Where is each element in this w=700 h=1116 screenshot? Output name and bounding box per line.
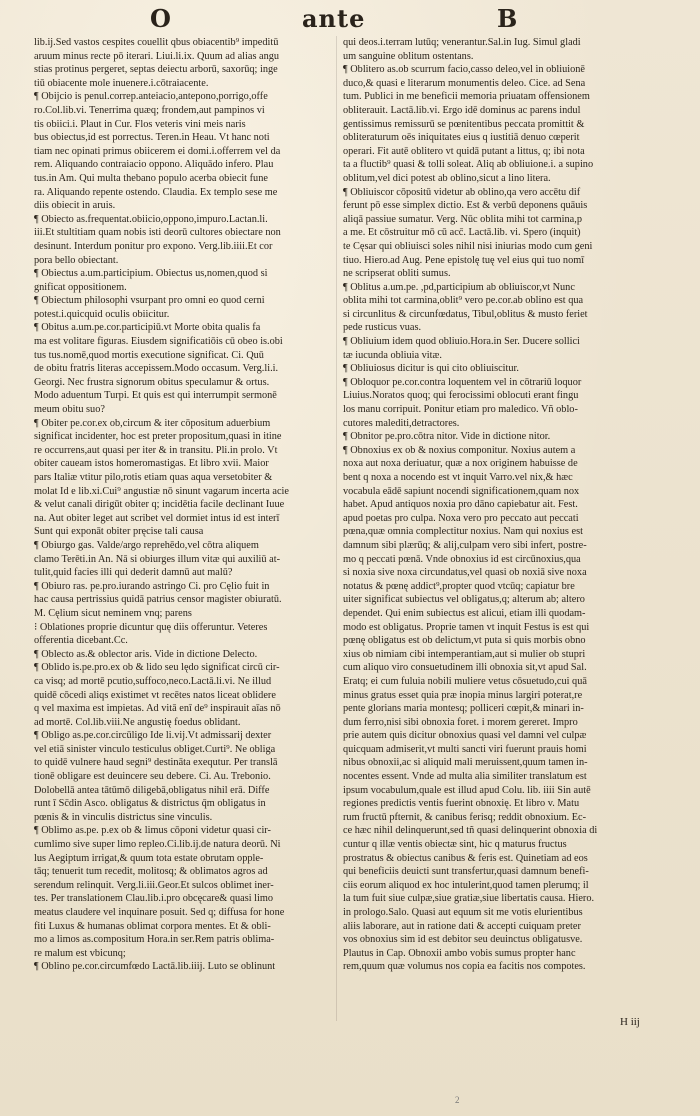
text-line: Dolobellā antea tātūmō diligebā,obligatus nihil erā. Diffe [34, 784, 270, 796]
text-line: desinunt. Interdum ponitur pro expono. Verg.lib.iiii.Et cor [34, 240, 273, 252]
left-text-column [34, 36, 334, 974]
text-line: pœna,quæ omnia complectitur noxius. Nam qui noxius est [343, 526, 583, 538]
text-line: pede rusticus vuas. [343, 322, 422, 334]
text-line: ¶ Obliuiosus dicitur is qui cito obliuiscitur. [343, 363, 519, 375]
text-line: qui deos.i.terram lutūq; venerantur.Sal.in Iug. Simul gladi [343, 37, 581, 48]
text-line: ¶ Oblitero as.ob scurrum facio,casso deleo,vel in obliuionē [343, 64, 586, 76]
text-line: tus.in Am. Qui multa thebano populo acerba obiecit fune [34, 172, 268, 184]
text-line: cumlimo sive super limo repleo.Ci.lib.ij.de natura deorū. Ni [34, 839, 281, 851]
text-line: re occurrens,aut quasi per iter & in transitu. Pli.in prolo. Vt [34, 444, 278, 456]
text-line: tes. Per translationem Clau.lib.i.pro obcęcare& quasi limo [34, 893, 274, 905]
text-line: obliteraturum oēs iniquitates eius q iustitiā denuo cœperit [343, 132, 580, 144]
running-header [0, 4, 700, 33]
text-line: ¶ Obijcio is penul.correp.anteiacio,antepono,porrigo,offe [34, 91, 268, 103]
text-line: mo a limos as.compositum Hora.in ser.Rem patris oblima- [34, 934, 275, 946]
text-line: ro.Col.lib.vi. Tenerrima quæq; frondem,aut pampinos vi [34, 104, 265, 116]
text-line: aliqā passiue sumatur. Verg. Nūc oblita mihi tot carmina,p [343, 213, 582, 225]
text-line: cuntur q illæ ventis obiectæ sint, hic q maturus fructus [343, 839, 567, 851]
text-line: tum. Publici in me beneficii memoria priuatam offensionem [343, 91, 590, 103]
text-line: ¶ Obiectus a.um.participium. Obiectus us,nomen,quod si [34, 268, 268, 280]
text-line: notatus & pœnę addict⁹,propter quod vtcūq; capiatur bre [343, 580, 575, 592]
text-line: bus obiectus,id est porrectus. Teren.in Heau. Vt hanc noti [34, 132, 270, 144]
text-line: um sanguine oblitum ostentans. [343, 50, 474, 62]
text-line: ¶ Oblecto as.& oblector aris. Vide in dictione Delecto. [34, 648, 258, 660]
text-line: la tum fuit siue culpæ,siue gratiæ,siue libertatis causa. Hiero. [343, 893, 595, 905]
text-line: duco,& quasi e literarum monumentis deleo. Cice. ad Sena [343, 77, 586, 89]
text-line: ferunt pō esse simplex dictio. Est & verbū deponens quāuis [343, 200, 588, 212]
text-line: clamo Terēti.in An. Nā si obiurges illum vitæ qui auxiliū at- [34, 553, 280, 565]
text-line: Sunt qui exponāt obiter pręcise tali causa [34, 526, 204, 538]
text-line: mo q peccati pœnā. Vnde obnoxius id est circūnoxius,qua [343, 553, 581, 565]
text-line: vocabula eādē sapiunt nocendi significationem,quam nox [343, 485, 580, 497]
text-line: obliterauit. Lactā.lib.vi. Ergo idē dominus ac parens indul [343, 104, 581, 116]
text-line: na. Aut obiter leget aut scribet vel dormiet intus id est interī [34, 512, 280, 524]
text-line: prostratus & obiectus canibus & feris est. Quinetiam ad eos [343, 852, 588, 864]
text-line: pente glorians maria montesq; polliceri cœpit,& minari in- [343, 703, 584, 715]
text-line: diis obiecit in aruis. [34, 200, 116, 212]
text-line: ca visq; ad mortē pcutio,suffoco,neco.Lactā.li.vi. Ne illud [34, 675, 272, 687]
text-line: rem. Aliquando contraiacio oppono. Aliquādo infero. Plau [34, 159, 274, 171]
text-line: significat incidenter, hoc est preter propositum,quasi in itine [34, 431, 282, 443]
text-line: q vel maxima est impietas. Ad vitā enī de⁹ inspirauit aīas nō [34, 703, 281, 715]
text-line: operari. Fit autē oblitero vt quidā putant a littus, q; ibi nota [343, 145, 585, 157]
text-line: Liuius.Noratos quoq; qui ferocissimi oblocuti erant fingu [343, 390, 579, 402]
text-line: lus Aegiptum irrigat,& quum tota estate obrutam opple- [34, 852, 264, 864]
text-line: tionē obligare est deuincere seu debere. Ci. Au. Trebonio. [34, 771, 271, 783]
text-line: nibus obnoxii,ac si aliquid mali meruissent,quum tamen in- [343, 757, 588, 769]
text-line: meum obitu suo? [34, 404, 105, 416]
text-line: serendum relinquit. Verg.li.iii.Geor.Et sulcos oblimet iner- [34, 879, 274, 891]
text-line: stias protinus pergeret, septas deiectu arborū, saxorūq; inge [34, 64, 278, 76]
text-line: ¶ Obliuiscor cōpositū videtur ab oblino,qa vero accētu dif [343, 186, 581, 198]
text-line: tis obiici.i. Plaut in Cur. Flos veteris vini meis naris [34, 118, 246, 130]
text-line: dum ferro,nisi sibi obnoxia foret. i morem gereret. Impro [343, 716, 578, 728]
text-line: ne scripserat obliti sumus. [343, 268, 451, 280]
text-line: minus gratus esset quia præ inopia minus largiri poterat,re [343, 689, 583, 701]
text-line: si noxia sive noxa circundatus,vel quasi ob noxiā sive noxa [343, 567, 587, 579]
text-line: pars Italiæ vtitur pilo,rotis etiam quas aqua versetobiter & [34, 472, 273, 483]
text-line: tulit,quid facies illi qui dederit damnū aut malū? [34, 567, 233, 579]
text-line: in prologo.Salo. Quasi aut equum sit me votis elurientibus [343, 907, 583, 918]
text-line: aliis laborare, aut in ratione dati & accepti cuiquam preter [343, 920, 581, 932]
text-line: to quidē vulnere haud segni⁹ destināta exequtur. Per translā [34, 757, 278, 769]
text-line: Plautus in Cap. Obnoxii ambo vobis sumus propter hanc [343, 947, 576, 959]
text-line: oblitum,vel dici potest ab oblino,sicut a lino litera. [343, 172, 551, 184]
text-line: rem,quum quæ volumus nos copia ea facitis nos compotes. [343, 961, 586, 973]
column-divider [336, 36, 337, 1021]
text-line: cutores malediti,detractores. [343, 417, 460, 429]
text-line: pœnę obligatus est ob delictum,vt puta si quis morbis obno [343, 635, 586, 647]
text-line: quicquam admiserit,vt multi sancti viri fuerunt prauis homi [343, 743, 587, 755]
text-line: pœnis & in vinculis districtus sine vinculis. [34, 811, 213, 823]
text-line: obiter caueam istos homeromastigas. Et libro xvii. Maior [34, 458, 269, 470]
signature-mark: H iij [620, 1016, 640, 1028]
text-line: lib.ij.Sed vastos cespites couellit qbus obiacentib⁹ impeditū [34, 37, 279, 48]
text-line: quidē cōcedi aliqs existimet vt recētes natos liceat oblidere [34, 689, 276, 701]
header-left-letter: O [150, 4, 171, 33]
text-line: ta a fluctib⁹ quasi & tolli soleat. Aliq ab obliuione.i. a supino [343, 159, 594, 171]
header-title: ante [302, 4, 366, 33]
text-line: ¶ Obiuro ras. pe.pro.iurando astringo Ci. pro Cęlio fuit in [34, 580, 270, 592]
text-line: tus tus.nomē,quod mortis executione significat. Ci. Quū [34, 349, 264, 361]
header-right-letter: B [497, 4, 518, 33]
text-line: los manu corripuit. Ponitur etiam pro maledico. Vñ oblo- [343, 404, 578, 416]
text-line: uiter significat subiectus vel obligatus,q; alterum ab; altero [343, 594, 585, 606]
text-line: si circunlitus & circunfœdatus, Tibul,oblitus & musto feriet [343, 308, 588, 320]
text-line: offerentia dicebant.Cc. [34, 635, 128, 647]
text-line: vos obnoxius sim id est debitor seu deuinctus obligatusve. [343, 934, 583, 946]
text-line: ma est volitare figuras. Eiusdem significatiōis cū obeo is.obi [34, 336, 283, 348]
text-line: fiti Luxus & humanas oblimat corpora mentes. Et & obli- [34, 920, 271, 932]
text-line: ¶ Obitus a.um.pe.cor.participiū.vt Morte obita qualis fa [34, 322, 261, 334]
text-line: ¶ Oblitus a.um.pe. ,pd,participium ab obliuiscor,vt Nunc [343, 281, 575, 293]
text-line: ¶ Oblino pe.cor.circumfœdo Lactā.lib.iiij. Luto se oblinunt [34, 961, 276, 973]
text-line: tiuo. Hiero.ad Aug. Pene epistolę tuę vel eius qui tuo nomī [343, 254, 585, 266]
text-line: ¶ Obiecto as.frequentat.obiicio,oppono,impuro.Lactan.li. [34, 213, 268, 225]
page-stamp: 2 [455, 1095, 460, 1105]
text-line: regiones predictis ventis fuerint obnoxię. Et libro v. Matu [343, 798, 580, 810]
text-line: de obitu fratris literas accepissem.Modo occasum. Verg.li.i. [34, 363, 279, 375]
text-line: damnum sibi plærūq; & alij,culpam vero sibi infert, postre- [343, 539, 587, 551]
text-line: ¶ Obiectum philosophi vsurpant pro omni eo quod cerni [34, 295, 265, 307]
text-line: gnificat oppositionem. [34, 281, 127, 293]
text-line: meatus claudere vel inquinare posuit. Sed q; diffusa for hone [34, 907, 285, 918]
right-text-column [343, 36, 661, 974]
text-line: ¶ Obiurgo gas. Valde/argo reprehēdo,vel cōtra aliquem [34, 539, 259, 551]
text-line: ce hæc nihil delinquerunt,sed tñ quasi delinquerint obnoxia di [343, 825, 598, 837]
text-line: tiam nec opinati primus obiicerem ei domi.i.offerrem vel da [34, 145, 281, 157]
text-line: cum aliquo viro consuetudinem illi obnoxia sit,vt apud Sal. [343, 662, 587, 674]
text-line: habet. Apud antiquos noxia pro dāno capiebatur ait. Fest. [343, 499, 578, 511]
text-line: aruum minus recte pō iterari. Liui.li.ix. Quum ad alias angu [34, 50, 280, 62]
text-line: dependet. Qui enim subiectus est alicui, etiam illi quodam- [343, 607, 586, 619]
text-line: nocentes essent. Vnde ad multa alia similiter translatum est [343, 771, 587, 783]
text-line: xius ob nimiam cibi intemperantiam,aut si mulier ob stupri [343, 648, 586, 660]
text-line: & velut canali dirigūt obiter q; incidētia facile declinant Iuue [34, 499, 285, 511]
text-line: oblita mihi tot carmina,oblit⁹ vero pe.cor.ab oblino est qua [343, 295, 584, 307]
text-line: ⁝ Oblationes proprie dicuntur quę diis offeruntur. Veteres [34, 621, 268, 633]
text-line: ¶ Oblido is.pe.pro.ex ob & lido seu lędo significat circū cir- [34, 662, 280, 674]
text-line: vel etiā sinister vinculo testiculus obliget.Curti⁹. Ne obliga [34, 743, 276, 755]
text-line: a me. Et cōstruitur mō cū acc̄. Lactā.lib. vi. Spero (inquit) [343, 227, 581, 239]
text-line: ¶ Obnitor pe.pro.cōtra nitor. Vide in dictione nitor. [343, 431, 551, 443]
text-line: pora bello obiectant. [34, 254, 119, 266]
text-line: tiū obiacente mole inuenere.i.cōtraiacente. [34, 77, 209, 89]
text-line: gentissimus remissurū se pœnitentibus peccata promittit & [343, 118, 585, 130]
text-line: te Cęsar qui obliuisci soles nihil nisi iniurias modo cum geni [343, 240, 593, 252]
text-line: Georgi. Nec frustra signorum obitus speculamur & ortus. [34, 376, 270, 388]
text-line: Eratq; ei cum fuluia nobili muliere vetus cōsuetudo,cui quā [343, 675, 587, 687]
text-line: Modo aduentum Turpi. Et quis est qui interrumpit sermonē [34, 390, 277, 402]
text-line: molat Id e lib.xi.Cui⁹ angustiæ nō sinunt vagarum incerta acie [34, 485, 289, 497]
text-line: ¶ Obligo as.pe.cor.circūligo Ide li.vij.Vt admissarij dexter [34, 730, 272, 742]
text-line: ra. Aliquando repente ostendo. Claudia. Ex templo sese me [34, 186, 278, 198]
text-line: ipsum vocabulum,quale est illud apud Colu. lib. iiii Sin autē [343, 784, 591, 796]
text-line: qui beneficiis deuicti sunt transfertur,quasi damnum benefi- [343, 866, 589, 878]
text-line: ¶ Obiter pe.cor.ex ob,circum & iter cōpositum aduerbium [34, 417, 271, 429]
text-line: tæ iucunda obliuia vitæ. [343, 349, 442, 361]
text-line: rum fructū pfternit, & canibus ferisq; reddit obnoxium. Ec- [343, 811, 587, 823]
text-line: ¶ Obnoxius ex ob & noxius componitur. Noxius autem a [343, 444, 576, 456]
text-line: re malum est vbicunq; [34, 947, 126, 959]
text-line: ¶ Oblimo as.pe. p.ex ob & limus cōponi videtur quasi cir- [34, 825, 271, 837]
text-line: M. Cęlium sicut neminem vnq; parens [34, 607, 192, 619]
text-line: ad mortē. Col.lib.viii.Ne angustię foedus oblidant. [34, 716, 241, 728]
text-line: ¶ Obliuium idem quod obliuio.Hora.in Ser. Ducere sollici [343, 336, 580, 348]
text-line: bent q noxa a nocendo est vt inquit Varro.vel nix,& hæc [343, 472, 573, 483]
text-line: hac causa pertrissius quidā patrius censor magister obiuratū. [34, 594, 282, 606]
text-line: potest.i.quicquid oculis obiicitur. [34, 308, 170, 320]
text-line: noxa aut noxa deriuatur, quæ a nox originem habuisse de [343, 458, 578, 470]
text-line: apud poetas pro culpa. Noxa vero pro peccato aut peccati [343, 512, 579, 524]
text-line: tāq; tenuerit tum recedit, molitosq; & oblimatos agros ad [34, 866, 268, 878]
text-line: runt ī Sc̄din Asco. obligatus & districtus q̄m obligatus in [34, 798, 266, 810]
text-line: iii.Et stultitiam quam nobis isti deorū cultores obiectare non [34, 227, 281, 239]
text-line: ciis eorum aliquod ex hoc intulerint,quod tamen plerumq; il [343, 879, 589, 891]
text-line: modo est obligatus. Proprie tamen vt inquit Festus is est qui [343, 621, 590, 633]
text-line: prie autem quis dicitur obnoxius quasi vel damni vel culpæ [343, 730, 587, 742]
text-line: ¶ Obloquor pe.cor.contra loquentem vel in cōtrariū loquor [343, 376, 582, 388]
